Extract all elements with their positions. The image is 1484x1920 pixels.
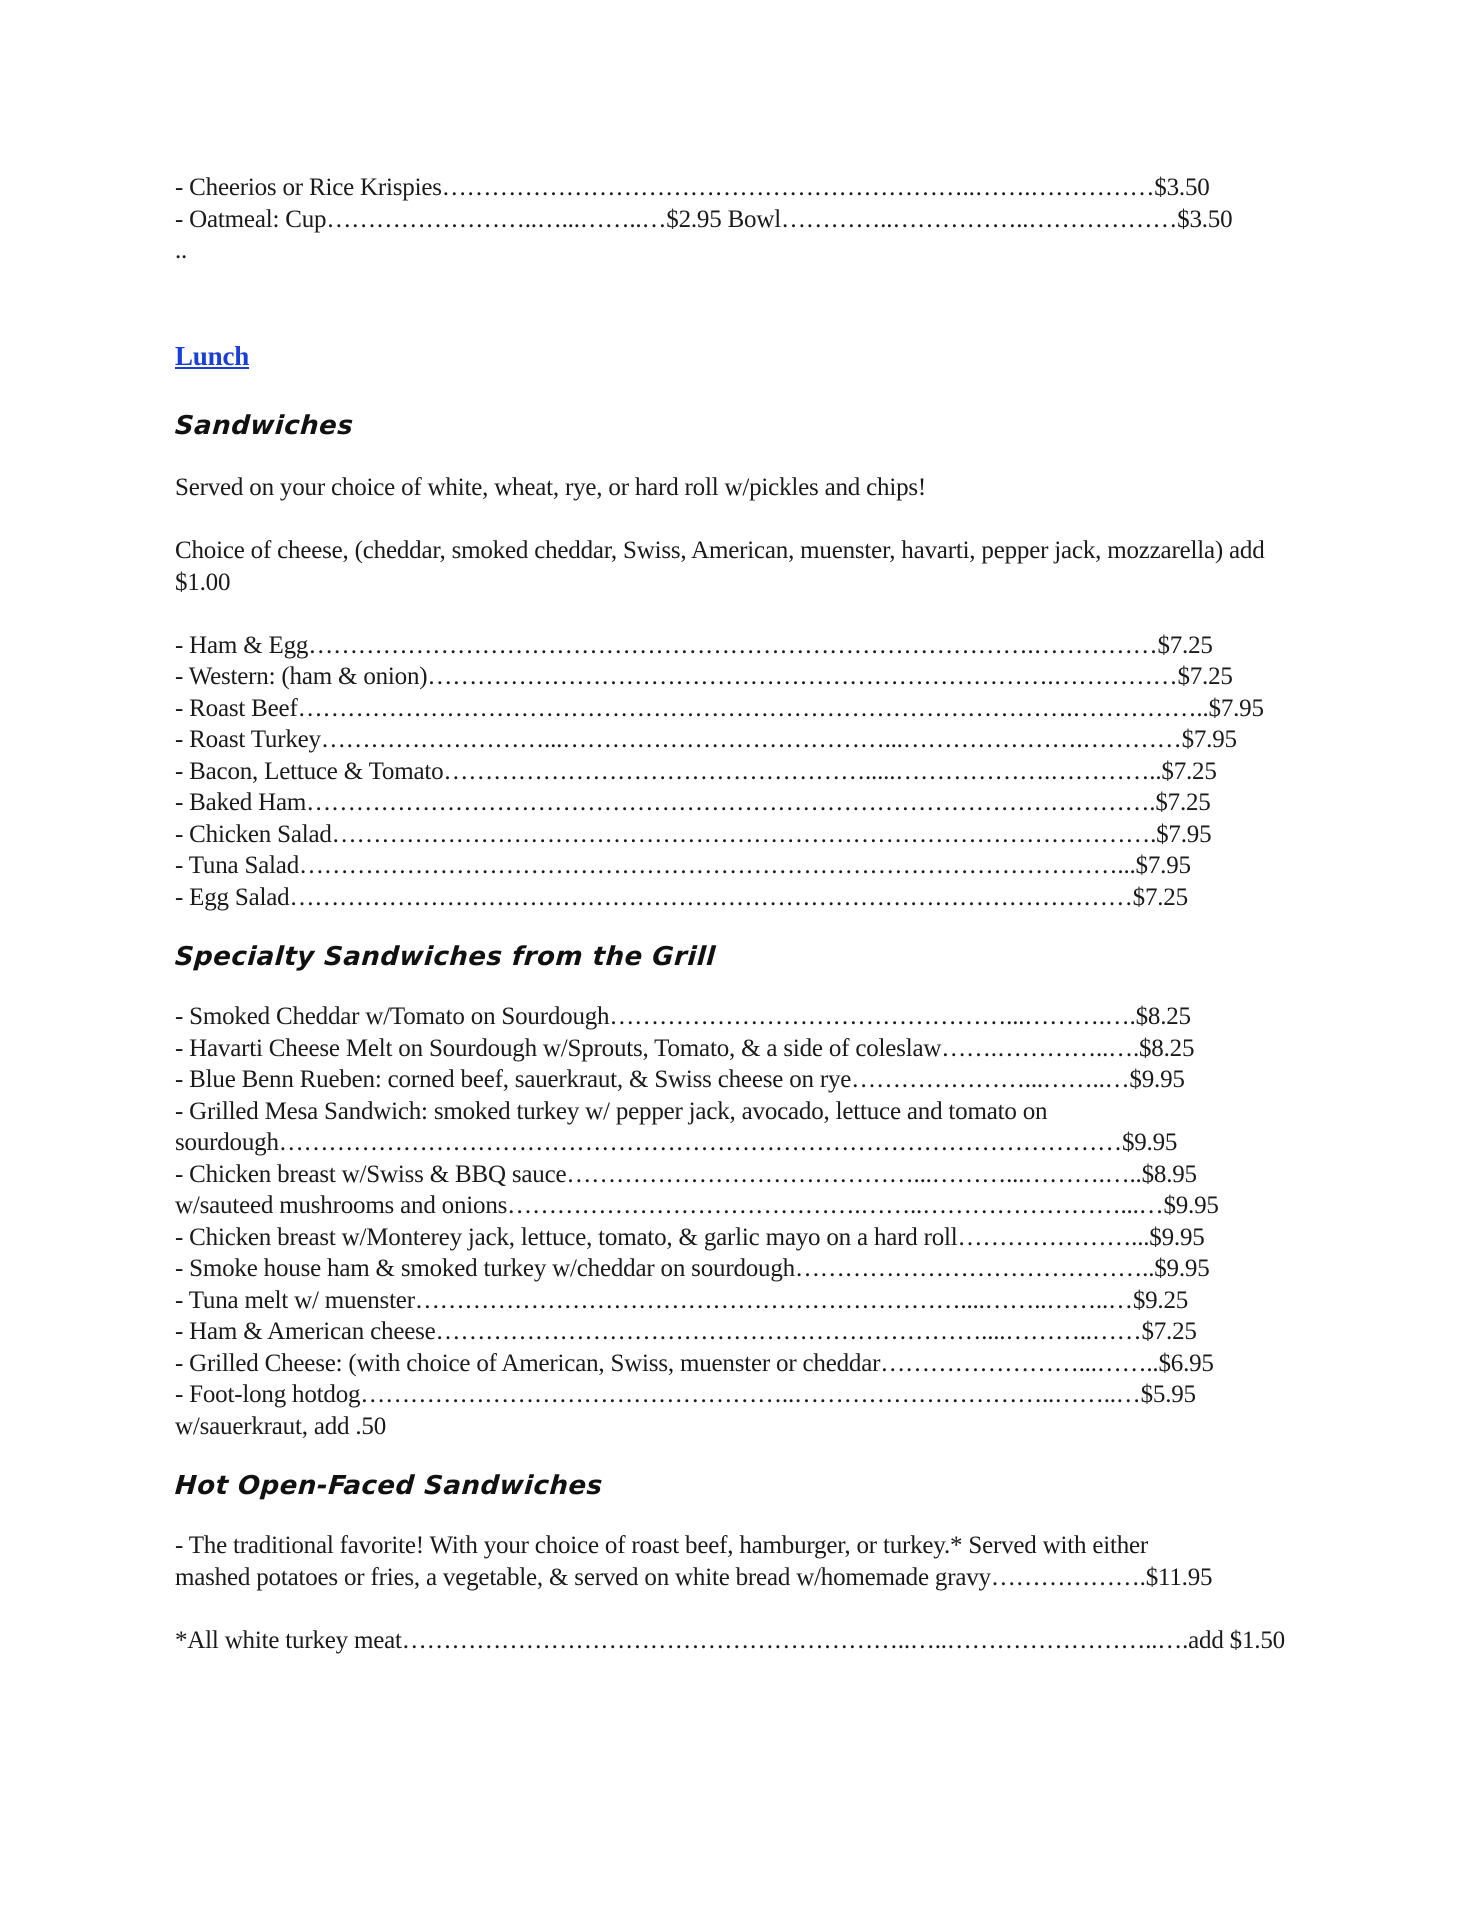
menu-item: - Roast Turkey………………………...…………………………………...………………….…………$7.95 xyxy=(175,726,1237,753)
sandwich-list xyxy=(175,630,1315,914)
turkey-footnote: *All white turkey meat……………………………………………………..…..……………………..….add $1.50 xyxy=(175,1626,1285,1654)
menu-item: - Egg Salad…………………………………………………………………………………………$7.25 xyxy=(175,883,1188,911)
lunch-link[interactable]: Lunch xyxy=(175,341,250,371)
menu-item: - Blue Benn Rueben: corned beef, sauerkraut, & Swiss cheese on rye…………………...……..…$9.95 xyxy=(175,1066,1185,1093)
menu-item: sourdough…………………………………………………………………………………………$9.95 xyxy=(175,1129,1178,1156)
menu-item: mashed potatoes or fries, a vegetable, & served on white bread w/homemade gravy……………….$11.95 xyxy=(175,1563,1213,1591)
bread-note: Served on your choice of white, wheat, rye, or hard roll w/pickles and chips! xyxy=(175,474,927,501)
ellipsis-text: .. xyxy=(175,237,188,264)
specialty-list xyxy=(175,1001,1315,1442)
menu-item: - Ham & Egg…………………………………………………………………………….……………$7.25 xyxy=(175,631,1213,659)
menu-item: - Smoked Cheddar w/Tomato on Sourdough…………………………………………...……….….$8.25 xyxy=(175,1003,1191,1030)
menu-item: - Roast Beef………………………………………………………………………………….……………..$7.95 xyxy=(175,694,1264,722)
menu-item: - The traditional favorite! With your choice of roast beef, hamburger, or turkey.* Served with either xyxy=(175,1532,1149,1559)
menu-item: w/sauteed mushrooms and onions…………………………………….……..……………………...…$9.95 xyxy=(175,1192,1219,1219)
menu-item: - Chicken breast w/Monterey jack, lettuce, tomato, & garlic mayo on a hard roll…………………...$9.95 xyxy=(175,1223,1205,1251)
menu-item: - Smoke house ham & smoked turkey w/cheddar on sourdough……………………………………..$9.95 xyxy=(175,1255,1210,1282)
hot-open-heading: Hot Open-Faced Sandwiches xyxy=(173,1471,604,1501)
menu-item: - Baked Ham………………………………………………………………………………………….$7.25 xyxy=(175,789,1211,816)
menu-item: - Western: (ham & onion)………………………………………………………………….……………$7.25 xyxy=(175,663,1233,690)
sandwiches-heading: Sandwiches xyxy=(173,411,355,441)
menu-item: - Tuna Salad………………………………………………………………………………………...$7.95 xyxy=(175,852,1191,879)
menu-item: - Ham & American cheese…………………………………………………………....………..……$7.25 xyxy=(175,1318,1197,1345)
menu-item: - Cheerios or Rice Krispies………………………………………………………..…….……………$3.50 xyxy=(175,174,1210,201)
menu-item: - Chicken Salad……………………………………………………………………………………….$7.95 xyxy=(175,820,1212,848)
specialty-heading: Specialty Sandwiches from the Grill xyxy=(173,942,717,972)
menu-item: - Oatmeal: Cup……………………..…...……..…$2.95 Bowl…………..……………..………………$3.50 xyxy=(175,205,1233,233)
menu-item: w/sauerkraut, add .50 xyxy=(175,1412,387,1440)
menu-page xyxy=(175,172,1315,1656)
cheese-note: Choice of cheese, (cheddar, smoked cheddar, Swiss, American, muenster, havarti, pepper jack, mozzarella) add $1.00 xyxy=(175,537,1265,596)
menu-item: - Bacon, Lettuce & Tomato…………………………………………….....……………….…………..$7.25 xyxy=(175,757,1217,785)
menu-item: - Foot-long hotdog……………………………………………..…………………………..……..…$5.95 xyxy=(175,1381,1196,1408)
menu-item: - Grilled Cheese: (with choice of American, Swiss, muenster or cheddar……………………...……..$6.95 xyxy=(175,1349,1214,1377)
hot-open-list xyxy=(175,1530,1315,1593)
menu-item: - Tuna melt w/ muenster…………………………………………………………....……..……..…$9.25 xyxy=(175,1286,1189,1314)
menu-item: - Chicken breast w/Swiss & BBQ sauce……………………………………...………...……….…..$8.95 xyxy=(175,1160,1197,1188)
menu-item: - Havarti Cheese Melt on Sourdough w/Sprouts, Tomato, & a side of coleslaw…….…………..….$8.25 xyxy=(175,1034,1195,1062)
menu-item: - Grilled Mesa Sandwich: smoked turkey w/ pepper jack, avocado, lettuce and tomato on xyxy=(175,1097,1048,1125)
